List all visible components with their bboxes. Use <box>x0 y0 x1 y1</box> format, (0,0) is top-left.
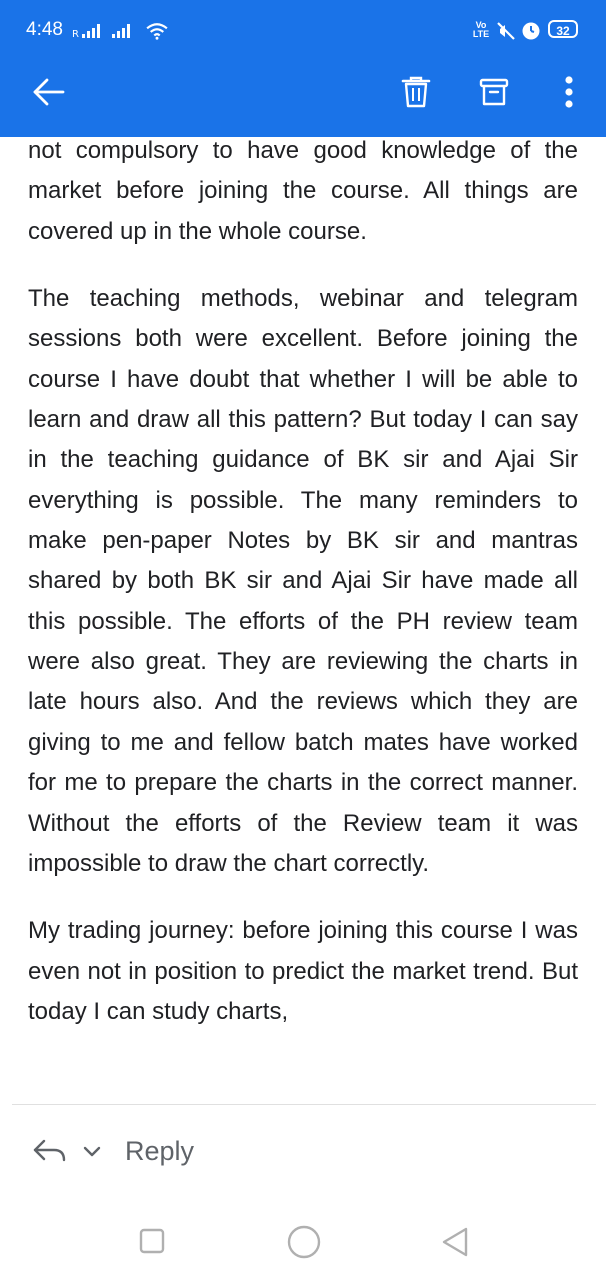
delete-button[interactable] <box>392 68 440 116</box>
arrow-left-icon <box>31 77 65 107</box>
back-button[interactable] <box>24 68 72 116</box>
signal-icon-2 <box>110 22 136 40</box>
alarm-icon <box>520 19 542 41</box>
volte-top: Vo <box>475 20 487 30</box>
message-paragraph: My trading journey: before joining this course I was even not in position to predict the market trend. But today I can study charts, <box>28 917 578 1025</box>
wifi-icon <box>144 22 170 40</box>
archive-icon <box>478 76 510 108</box>
message-body <box>28 131 578 1104</box>
app-header <box>0 0 606 137</box>
system-nav-bar <box>0 1196 606 1280</box>
message-paragraph: The teaching methods, webinar and telegram sessions both were excellent. Before joining the course I have doubt that whether I will be able to learn and draw all this pattern? But today I can say in the teaching guidance of BK sir and Ajai Sir everything is possible. The many reminders to make pen-paper Notes by BK sir and mantras shared by both BK sir and Ajai Sir have made all this possible. The efforts of the PH review team were also great. They are reviewing the charts in late hours also. And the reviews which they are giving to me and fellow batch mates have worked for me to prepare the charts in the correct manner. Without the efforts of the Review team it was impossible to draw the chart correctly. <box>28 285 578 877</box>
more-vertical-icon <box>564 75 574 109</box>
reply-icon[interactable] <box>32 1137 68 1165</box>
signal-icon <box>72 22 106 40</box>
triangle-back-icon[interactable] <box>440 1226 470 1258</box>
status-bar <box>0 0 606 62</box>
archive-button[interactable] <box>470 68 518 116</box>
battery-indicator: 32 <box>548 20 578 38</box>
chevron-down-icon[interactable] <box>82 1145 102 1159</box>
square-icon[interactable] <box>139 1228 165 1254</box>
circle-icon[interactable] <box>286 1224 322 1260</box>
more-options-button[interactable] <box>545 68 593 116</box>
reply-button[interactable]: Reply <box>125 1136 195 1166</box>
message-paragraph: not compulsory to have good knowledge of the market before joining the course. All things are covered up in the whole course. <box>28 137 578 245</box>
trash-icon <box>400 75 432 109</box>
volte-bottom: LTE <box>472 29 490 39</box>
svg-text:R: R <box>72 29 79 40</box>
status-time: 4:48 <box>26 19 63 40</box>
volte-indicator <box>470 21 492 39</box>
mute-icon <box>496 21 516 41</box>
